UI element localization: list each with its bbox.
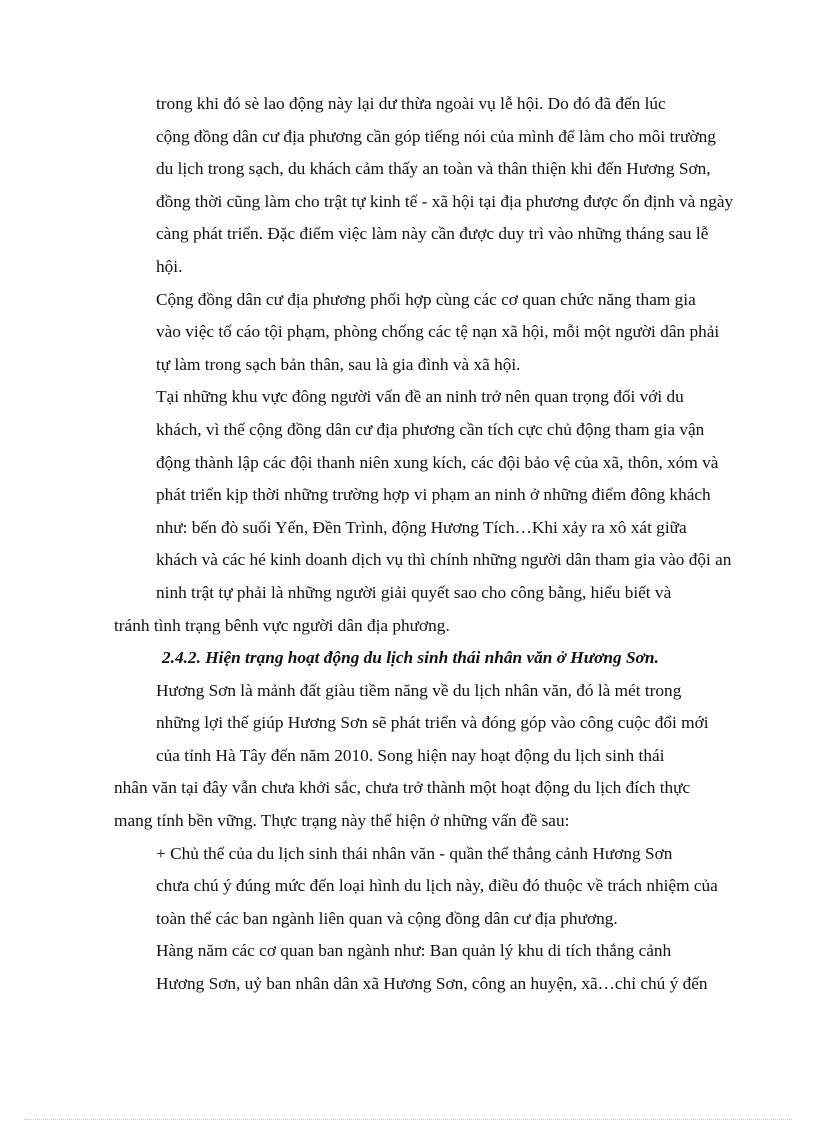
text-line: + Chủ thể của du lịch sinh thái nhân văn - quần thể thắng cảnh Hương Sơn	[156, 843, 673, 863]
text-line: mang tính bền vững. Thực trạng này thể hiện ở những vấn đề sau:	[114, 811, 570, 831]
text-line: động thành lập các đội thanh niên xung kích, các đội bảo vệ của xã, thôn, xóm và	[156, 452, 719, 472]
text-line: Hương Sơn là mảnh đất giàu tiềm năng về du lịch nhân văn, đó là mét trong	[156, 680, 682, 700]
text-line: chưa chú ý đúng mức đến loại hình du lịch này, điều đó thuộc về trách nhiệm của	[156, 876, 718, 896]
text-line: hội.	[156, 256, 183, 276]
paragraph-labor-surplus	[114, 88, 758, 284]
paragraph-security	[114, 381, 758, 577]
text-line: khách và các hé kinh doanh dịch vụ thì chính những người dân tham gia vào đội an	[156, 550, 732, 570]
text-line: Hương Sơn, uỷ ban nhân dân xã Hương Sơn, công an huyện, xã…chỉ chú ý đến	[156, 974, 708, 994]
text-line: trong khi đó sè lao động này lại dư thừa ngoài vụ lễ hội. Do đó đã đến lúc	[156, 94, 666, 113]
text-line: cộng đồng dân cư địa phương cần góp tiếng nói của mình để làm cho môi trường	[156, 126, 716, 146]
text-line: nhân văn tại đây vẫn chưa khởi sắc, chưa trở thành một hoạt động du lịch đích thực	[114, 778, 691, 798]
text-line: toàn thể các ban ngành liên quan và cộng đồng dân cư địa phương.	[156, 908, 618, 928]
paragraph-potential	[114, 675, 758, 740]
text-line: Cộng đồng dân cư địa phương phối hợp cùng các cơ quan chức năng tham gia	[156, 289, 696, 309]
text-line: ninh trật tự phải là những người giải quyết sao cho công bằng, hiểu biết và	[156, 582, 672, 602]
text-line: như: bến đò suối Yến, Đền Trình, động Hương Tích…Khi xảy ra xô xát giữa	[156, 517, 687, 537]
text-line: tự làm trong sạch bản thân, sau là gia đình và xã hội.	[156, 354, 521, 374]
section-heading: 2.4.2. Hiện trạng hoạt động du lịch sinh thái nhân văn ở Hương Sơn.	[162, 648, 659, 668]
text-line: Hàng năm các cơ quan ban ngành như: Ban quản lý khu di tích thắng cảnh	[156, 941, 672, 961]
text-line: của tỉnh Hà Tây đến năm 2010. Song hiện nay hoạt động du lịch sinh thái	[156, 745, 665, 765]
text-line: càng phát triển. Đặc điểm việc làm này cần được duy trì vào những tháng sau lễ	[156, 224, 709, 244]
paragraph-current-state	[114, 740, 758, 838]
paragraph-agencies	[114, 935, 758, 1000]
document-body	[114, 88, 758, 1001]
page-bottom-divider	[24, 1119, 792, 1120]
text-line: Tại những khu vực đông người vấn đề an ninh trở nên quan trọng đối với du	[156, 387, 684, 407]
text-line: tránh tình trạng bênh vực người dân địa phương.	[114, 615, 450, 635]
text-line: du lịch trong sạch, du khách cảm thấy an toàn và thân thiện khi đến Hương Sơn,	[156, 159, 711, 179]
text-line: vào việc tố cáo tội phạm, phòng chống các tệ nạn xã hội, mỗi một người dân phải	[156, 322, 720, 342]
paragraph-stakeholders	[114, 838, 758, 936]
paragraph-security-end	[114, 610, 758, 643]
text-line: đồng thời cũng làm cho trật tự kinh tế - xã hội tại địa phương được ổn định và ngày	[156, 191, 734, 211]
text-line: phát triển kịp thời những trường hợp vi phạm an ninh ở những điểm đông khách	[156, 485, 711, 505]
paragraph-crime-prevention	[114, 284, 758, 382]
text-line: khách, vì thế cộng đồng dân cư địa phương cần tích cực chủ động tham gia vận	[156, 419, 705, 439]
text-line: những lợi thế giúp Hương Sơn sẽ phát triển và đóng góp vào công cuộc đổi mới	[156, 713, 709, 733]
paragraph-security-continued	[114, 577, 758, 610]
